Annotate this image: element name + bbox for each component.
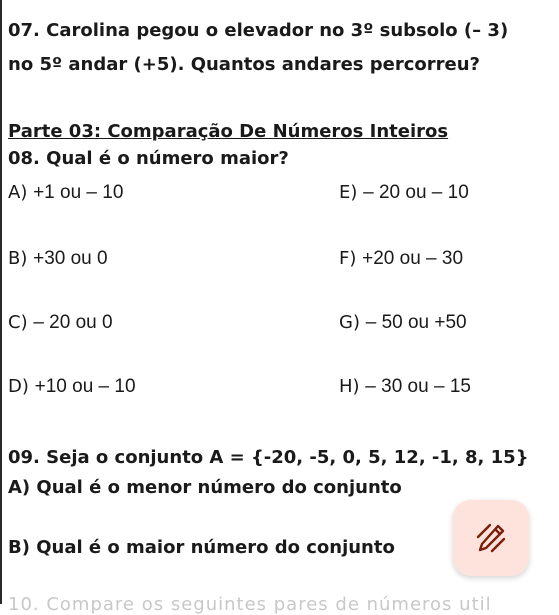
option-value: +10 ou – 10	[34, 376, 136, 397]
next-question-cutoff	[0, 588, 559, 615]
q09-part-b: B) Qual é o maior número do conjunto	[8, 537, 395, 558]
option-value: – 20 ou 0	[33, 312, 113, 333]
q08-option-c	[8, 312, 113, 334]
q08-option-b	[8, 248, 108, 270]
q08-question: 08. Qual é o número maior?	[8, 148, 289, 169]
q07-line-2: no 5º andar (+5). Quantos andares percorreu?	[8, 54, 480, 75]
option-letter: B)	[8, 248, 28, 269]
draw-fab-button[interactable]	[453, 500, 529, 576]
option-letter: H)	[339, 376, 360, 397]
q07-line-1: 07. Carolina pegou o elevador no 3º subsolo (– 3)	[8, 20, 509, 41]
page-left-border	[0, 0, 2, 604]
option-letter: A)	[8, 182, 28, 203]
q08-option-e	[339, 182, 469, 204]
option-letter: C)	[8, 312, 28, 333]
q08-option-h	[339, 376, 471, 398]
option-letter: E)	[339, 182, 358, 203]
option-letter: G)	[339, 312, 360, 333]
q08-option-f	[339, 248, 463, 270]
draw-pencil-icon	[474, 521, 508, 555]
option-value: – 20 ou – 10	[363, 182, 469, 203]
q09-part-a: A) Qual é o menor número do conjunto	[8, 477, 402, 498]
q08-option-g	[339, 312, 467, 334]
q08-option-d	[8, 376, 136, 398]
option-value: +1 ou – 10	[33, 182, 124, 203]
option-letter: F)	[339, 248, 357, 269]
option-value: +30 ou 0	[33, 248, 108, 269]
option-value: +20 ou – 30	[362, 248, 464, 269]
option-letter: D)	[8, 376, 29, 397]
option-value: – 50 ou +50	[365, 312, 467, 333]
option-value: – 30 ou – 15	[365, 376, 471, 397]
section-heading: Parte 03: Comparação De Números Inteiros	[8, 121, 449, 142]
q09-statement: 09. Seja o conjunto A = {-20, -5, 0, 5, 12, -1, 8, 15}	[8, 447, 529, 468]
q08-option-a	[8, 182, 123, 204]
cutoff-line-text: 10. Compare os seguintes pares de números util	[8, 594, 492, 615]
